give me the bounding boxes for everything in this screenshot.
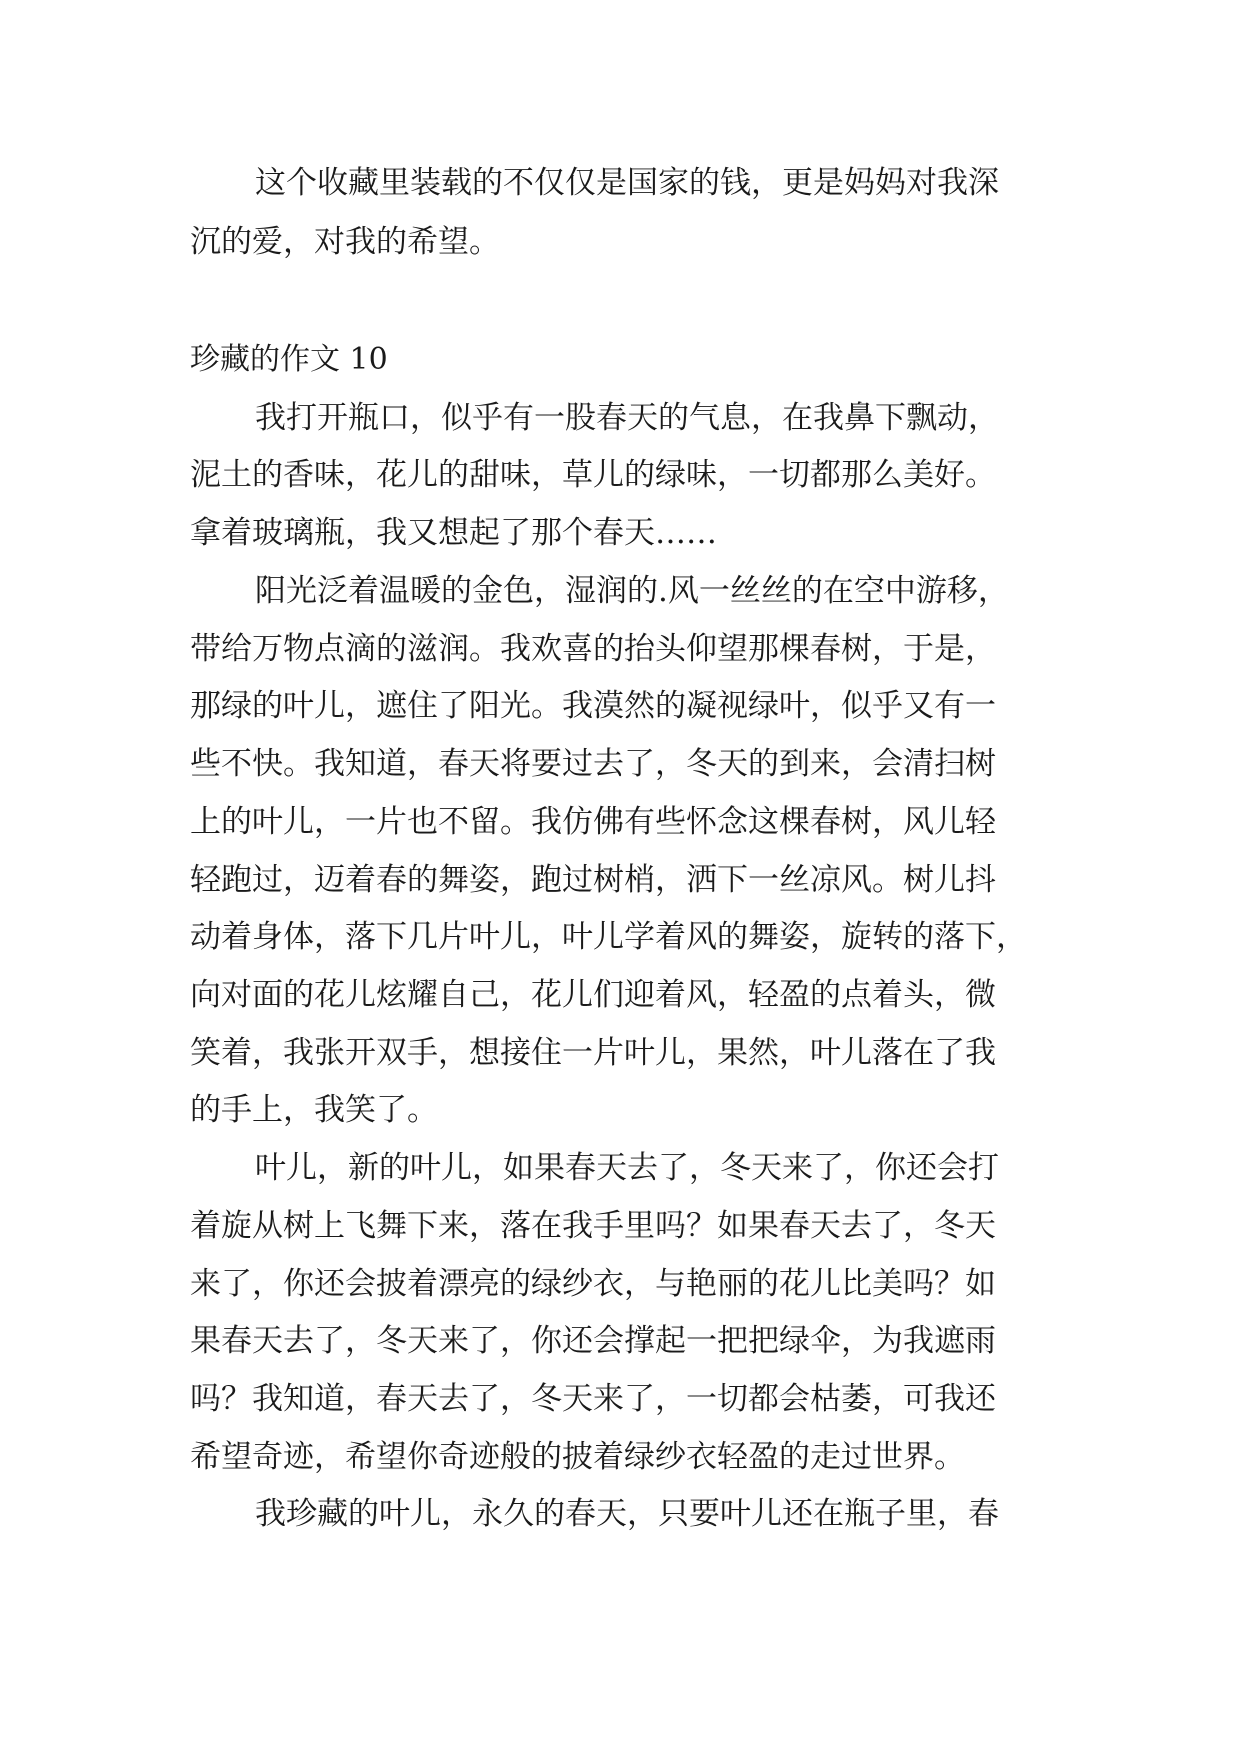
- paragraph-line: 这个收藏里装载的不仅仅是国家的钱，更是妈妈对我深: [255, 165, 999, 201]
- paragraph-line: 叶儿，新的叶儿，如果春天去了，冬天来了，你还会打: [255, 1150, 999, 1186]
- paragraph-line: 泥土的香味，花儿的甜味，草儿的绿味，一切都那么美好。: [190, 457, 996, 493]
- section-heading: 珍藏的作文 10: [190, 342, 388, 377]
- paragraph-line: 着旋从树上飞舞下来，落在我手里吗？如果春天去了，冬天: [190, 1208, 996, 1244]
- paragraph-line: 拿着玻璃瓶，我又想起了那个春天……: [190, 515, 717, 551]
- paragraph-line: 些不快。我知道，春天将要过去了，冬天的到来，会清扫树: [190, 746, 996, 782]
- paragraph-line: 上的叶儿，一片也不留。我仿佛有些怀念这棵春树，风儿轻: [190, 804, 996, 840]
- paragraph-line: 笑着，我张开双手，想接住一片叶儿，果然，叶儿落在了我: [190, 1035, 996, 1071]
- paragraph-line: 动着身体，落下几片叶儿，叶儿学着风的舞姿，旋转的落下，: [190, 919, 1027, 955]
- paragraph-line: 来了，你还会披着漂亮的绿纱衣，与艳丽的花儿比美吗？如: [190, 1266, 996, 1302]
- paragraph-line: 向对面的花儿炫耀自己，花儿们迎着风，轻盈的点着头，微: [190, 977, 996, 1013]
- paragraph-line: 阳光泛着温暖的金色，湿润的.风一丝丝的在空中游移，: [255, 573, 1009, 609]
- paragraph-line: 沉的爱，对我的希望。: [190, 224, 500, 260]
- paragraph-line: 带给万物点滴的滋润。我欢喜的抬头仰望那棵春树，于是，: [190, 631, 996, 667]
- paragraph-line: 吗？我知道，春天去了，冬天来了，一切都会枯萎，可我还: [190, 1381, 996, 1417]
- paragraph-line: 我打开瓶口，似乎有一股春天的气息，在我鼻下飘动，: [255, 400, 999, 436]
- paragraph-line: 轻跑过，迈着春的舞姿，跑过树梢，洒下一丝凉风。树儿抖: [190, 862, 996, 898]
- paragraph-line: 的手上，我笑了。: [190, 1092, 438, 1128]
- paragraph-line: 那绿的叶儿，遮住了阳光。我漠然的凝视绿叶，似乎又有一: [190, 688, 996, 724]
- paragraph-line: 果春天去了，冬天来了，你还会撑起一把把绿伞，为我遮雨: [190, 1323, 996, 1359]
- paragraph-line: 希望奇迹，希望你奇迹般的披着绿纱衣轻盈的走过世界。: [190, 1439, 965, 1475]
- paragraph-line: 我珍藏的叶儿，永久的春天，只要叶儿还在瓶子里，春: [255, 1496, 999, 1532]
